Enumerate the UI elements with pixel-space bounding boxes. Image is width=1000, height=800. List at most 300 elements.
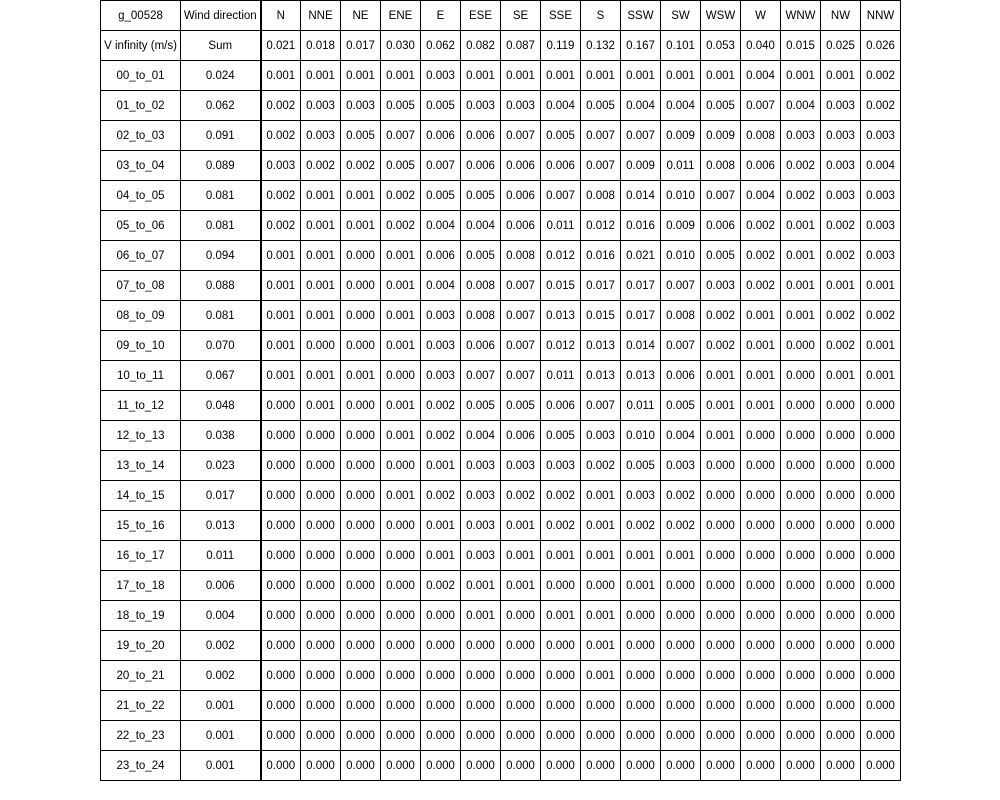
frequency-cell: 0.000: [701, 661, 741, 691]
frequency-cell: 0.001: [301, 301, 341, 331]
frequency-cell: 0.001: [581, 541, 621, 571]
frequency-cell: 0.001: [581, 61, 621, 91]
frequency-cell: 0.001: [621, 61, 661, 91]
frequency-cell: 0.000: [701, 481, 741, 511]
frequency-cell: 0.013: [581, 331, 621, 361]
frequency-cell: 0.001: [541, 541, 581, 571]
frequency-cell: 0.000: [381, 661, 421, 691]
frequency-cell: 0.006: [501, 421, 541, 451]
frequency-cell: 0.002: [661, 511, 701, 541]
frequency-cell: 0.002: [421, 571, 461, 601]
frequency-cell: 0.000: [741, 421, 781, 451]
frequency-cell: 0.013: [621, 361, 661, 391]
frequency-cell: 0.003: [861, 241, 901, 271]
frequency-cell: 0.007: [461, 361, 501, 391]
direction-header: NE: [341, 1, 381, 31]
speed-bin-label: 12_to_13: [101, 421, 181, 451]
direction-header: ESE: [461, 1, 501, 31]
frequency-cell: 0.000: [301, 571, 341, 601]
frequency-cell: 0.002: [741, 211, 781, 241]
row-sum: 0.062: [181, 91, 261, 121]
frequency-cell: 0.003: [621, 481, 661, 511]
frequency-cell: 0.003: [821, 151, 861, 181]
table-row: [101, 481, 901, 511]
frequency-cell: 0.005: [581, 91, 621, 121]
frequency-cell: 0.001: [781, 211, 821, 241]
frequency-cell: 0.000: [861, 571, 901, 601]
frequency-cell: 0.000: [781, 541, 821, 571]
frequency-cell: 0.004: [661, 91, 701, 121]
frequency-cell: 0.004: [741, 61, 781, 91]
frequency-cell: 0.000: [261, 451, 301, 481]
frequency-cell: 0.000: [741, 541, 781, 571]
frequency-cell: 0.000: [341, 631, 381, 661]
direction-header: SE: [501, 1, 541, 31]
row-sum: 0.002: [181, 631, 261, 661]
frequency-cell: 0.000: [661, 631, 701, 661]
frequency-cell: 0.005: [421, 91, 461, 121]
frequency-cell: 0.001: [301, 211, 341, 241]
frequency-cell: 0.010: [661, 241, 701, 271]
frequency-cell: 0.001: [781, 61, 821, 91]
frequency-cell: 0.017: [621, 271, 661, 301]
frequency-cell: 0.011: [541, 361, 581, 391]
speed-bin-label: 18_to_19: [101, 601, 181, 631]
sum-value: 0.025: [821, 31, 861, 61]
frequency-cell: 0.000: [741, 451, 781, 481]
frequency-cell: 0.001: [421, 541, 461, 571]
sum-value: 0.030: [381, 31, 421, 61]
frequency-cell: 0.002: [821, 331, 861, 361]
speed-bin-label: 05_to_06: [101, 211, 181, 241]
sum-value: 0.017: [341, 31, 381, 61]
frequency-cell: 0.001: [621, 571, 661, 601]
frequency-cell: 0.000: [261, 631, 301, 661]
frequency-cell: 0.001: [301, 391, 341, 421]
speed-bin-label: 16_to_17: [101, 541, 181, 571]
frequency-cell: 0.001: [701, 361, 741, 391]
frequency-cell: 0.003: [421, 331, 461, 361]
frequency-cell: 0.008: [461, 271, 501, 301]
frequency-cell: 0.017: [621, 301, 661, 331]
frequency-cell: 0.001: [781, 301, 821, 331]
frequency-cell: 0.001: [261, 61, 301, 91]
frequency-cell: 0.000: [541, 571, 581, 601]
frequency-cell: 0.004: [741, 181, 781, 211]
frequency-cell: 0.007: [581, 121, 621, 151]
frequency-cell: 0.004: [461, 211, 501, 241]
speed-bin-label: 07_to_08: [101, 271, 181, 301]
frequency-cell: 0.003: [261, 151, 301, 181]
frequency-cell: 0.000: [741, 631, 781, 661]
frequency-cell: 0.000: [701, 451, 741, 481]
frequency-cell: 0.001: [381, 271, 421, 301]
speed-bin-label: 03_to_04: [101, 151, 181, 181]
sum-value: 0.101: [661, 31, 701, 61]
frequency-cell: 0.001: [301, 271, 341, 301]
frequency-cell: 0.001: [781, 241, 821, 271]
frequency-cell: 0.000: [261, 511, 301, 541]
frequency-cell: 0.000: [301, 331, 341, 361]
sum-value: 0.018: [301, 31, 341, 61]
frequency-cell: 0.000: [541, 631, 581, 661]
frequency-cell: 0.001: [861, 361, 901, 391]
frequency-cell: 0.000: [781, 421, 821, 451]
speed-bin-label: 06_to_07: [101, 241, 181, 271]
table-row: [101, 661, 901, 691]
row-sum: 0.001: [181, 751, 261, 781]
table-row: [101, 151, 901, 181]
sum-value: 0.040: [741, 31, 781, 61]
frequency-cell: 0.000: [381, 541, 421, 571]
table-row: [101, 211, 901, 241]
frequency-cell: 0.002: [701, 301, 741, 331]
frequency-cell: 0.000: [341, 421, 381, 451]
frequency-cell: 0.000: [341, 511, 381, 541]
frequency-cell: 0.001: [821, 271, 861, 301]
table-row: [101, 421, 901, 451]
frequency-cell: 0.000: [461, 751, 501, 781]
frequency-cell: 0.000: [821, 421, 861, 451]
sum-row: [101, 31, 901, 61]
row-sum: 0.094: [181, 241, 261, 271]
frequency-cell: 0.001: [381, 301, 421, 331]
frequency-cell: 0.005: [461, 181, 501, 211]
frequency-cell: 0.000: [261, 601, 301, 631]
frequency-cell: 0.000: [861, 751, 901, 781]
frequency-cell: 0.000: [341, 331, 381, 361]
frequency-cell: 0.000: [621, 721, 661, 751]
direction-header: WSW: [701, 1, 741, 31]
frequency-cell: 0.007: [581, 151, 621, 181]
frequency-cell: 0.000: [261, 661, 301, 691]
frequency-cell: 0.000: [621, 631, 661, 661]
frequency-cell: 0.002: [341, 151, 381, 181]
frequency-cell: 0.003: [501, 451, 541, 481]
frequency-cell: 0.001: [461, 571, 501, 601]
frequency-cell: 0.005: [541, 421, 581, 451]
frequency-cell: 0.002: [381, 181, 421, 211]
frequency-cell: 0.000: [301, 661, 341, 691]
frequency-cell: 0.001: [461, 61, 501, 91]
frequency-cell: 0.013: [541, 301, 581, 331]
frequency-cell: 0.000: [301, 421, 341, 451]
direction-header: ENE: [381, 1, 421, 31]
frequency-cell: 0.021: [621, 241, 661, 271]
frequency-cell: 0.001: [701, 391, 741, 421]
frequency-cell: 0.003: [861, 181, 901, 211]
table-row: [101, 271, 901, 301]
wind-frequency-table: [100, 0, 901, 781]
frequency-cell: 0.009: [621, 151, 661, 181]
row-sum: 0.091: [181, 121, 261, 151]
frequency-cell: 0.000: [421, 691, 461, 721]
frequency-cell: 0.000: [781, 721, 821, 751]
row-sum: 0.011: [181, 541, 261, 571]
frequency-cell: 0.009: [661, 121, 701, 151]
frequency-cell: 0.000: [301, 631, 341, 661]
frequency-cell: 0.005: [461, 391, 501, 421]
speed-bin-label: 00_to_01: [101, 61, 181, 91]
frequency-cell: 0.000: [381, 361, 421, 391]
frequency-cell: 0.002: [541, 481, 581, 511]
frequency-cell: 0.000: [381, 601, 421, 631]
frequency-cell: 0.000: [621, 751, 661, 781]
frequency-cell: 0.000: [381, 511, 421, 541]
frequency-cell: 0.001: [581, 481, 621, 511]
frequency-cell: 0.001: [341, 61, 381, 91]
frequency-cell: 0.001: [861, 331, 901, 361]
frequency-cell: 0.000: [301, 691, 341, 721]
frequency-cell: 0.000: [861, 511, 901, 541]
speed-bin-label: 09_to_10: [101, 331, 181, 361]
frequency-cell: 0.000: [621, 661, 661, 691]
frequency-cell: 0.001: [341, 361, 381, 391]
frequency-cell: 0.000: [461, 721, 501, 751]
frequency-cell: 0.017: [581, 271, 621, 301]
frequency-cell: 0.001: [381, 241, 421, 271]
row-sum: 0.081: [181, 181, 261, 211]
frequency-cell: 0.001: [341, 211, 381, 241]
frequency-cell: 0.000: [701, 571, 741, 601]
frequency-cell: 0.000: [261, 391, 301, 421]
frequency-cell: 0.015: [541, 271, 581, 301]
frequency-cell: 0.012: [541, 241, 581, 271]
frequency-cell: 0.000: [741, 691, 781, 721]
frequency-cell: 0.001: [741, 391, 781, 421]
frequency-cell: 0.013: [581, 361, 621, 391]
direction-label: Wind direction: [181, 1, 261, 31]
sum-value: 0.053: [701, 31, 741, 61]
frequency-cell: 0.005: [461, 241, 501, 271]
direction-header: S: [581, 1, 621, 31]
frequency-cell: 0.000: [581, 691, 621, 721]
frequency-cell: 0.001: [421, 451, 461, 481]
frequency-cell: 0.000: [741, 511, 781, 541]
frequency-cell: 0.000: [341, 571, 381, 601]
frequency-cell: 0.001: [261, 301, 301, 331]
frequency-cell: 0.002: [581, 451, 621, 481]
frequency-cell: 0.000: [781, 331, 821, 361]
frequency-cell: 0.000: [781, 481, 821, 511]
frequency-cell: 0.000: [661, 601, 701, 631]
frequency-cell: 0.002: [301, 151, 341, 181]
frequency-cell: 0.001: [701, 61, 741, 91]
frequency-cell: 0.000: [501, 751, 541, 781]
speed-bin-label: 11_to_12: [101, 391, 181, 421]
frequency-cell: 0.001: [381, 391, 421, 421]
frequency-cell: 0.000: [661, 661, 701, 691]
frequency-cell: 0.000: [741, 601, 781, 631]
frequency-cell: 0.007: [661, 271, 701, 301]
frequency-cell: 0.000: [461, 631, 501, 661]
frequency-cell: 0.000: [821, 631, 861, 661]
frequency-cell: 0.004: [861, 151, 901, 181]
frequency-cell: 0.000: [301, 451, 341, 481]
frequency-cell: 0.000: [341, 301, 381, 331]
frequency-cell: 0.000: [861, 391, 901, 421]
speed-bin-label: 02_to_03: [101, 121, 181, 151]
frequency-cell: 0.000: [741, 571, 781, 601]
frequency-cell: 0.007: [421, 151, 461, 181]
frequency-cell: 0.006: [421, 121, 461, 151]
frequency-cell: 0.004: [621, 91, 661, 121]
frequency-cell: 0.003: [661, 451, 701, 481]
frequency-cell: 0.001: [541, 61, 581, 91]
frequency-cell: 0.001: [261, 361, 301, 391]
frequency-cell: 0.007: [501, 271, 541, 301]
frequency-cell: 0.005: [701, 241, 741, 271]
frequency-cell: 0.000: [261, 751, 301, 781]
frequency-cell: 0.000: [621, 601, 661, 631]
frequency-cell: 0.000: [501, 601, 541, 631]
frequency-cell: 0.000: [661, 751, 701, 781]
row-sum: 0.004: [181, 601, 261, 631]
frequency-cell: 0.000: [421, 661, 461, 691]
frequency-cell: 0.000: [421, 721, 461, 751]
frequency-cell: 0.000: [821, 481, 861, 511]
frequency-cell: 0.002: [261, 181, 301, 211]
frequency-cell: 0.000: [381, 691, 421, 721]
speed-bin-label: 23_to_24: [101, 751, 181, 781]
row-sum: 0.001: [181, 721, 261, 751]
frequency-cell: 0.001: [781, 271, 821, 301]
frequency-cell: 0.000: [861, 631, 901, 661]
frequency-cell: 0.003: [461, 511, 501, 541]
frequency-cell: 0.001: [741, 331, 781, 361]
frequency-cell: 0.000: [661, 691, 701, 721]
frequency-cell: 0.008: [661, 301, 701, 331]
frequency-cell: 0.001: [381, 61, 421, 91]
frequency-cell: 0.012: [581, 211, 621, 241]
frequency-cell: 0.001: [261, 271, 301, 301]
header-row: [101, 1, 901, 31]
frequency-cell: 0.000: [821, 571, 861, 601]
frequency-cell: 0.000: [421, 601, 461, 631]
sum-value: 0.015: [781, 31, 821, 61]
frequency-cell: 0.004: [661, 421, 701, 451]
corner-label: g_00528: [101, 1, 181, 31]
frequency-cell: 0.000: [301, 751, 341, 781]
frequency-cell: 0.000: [421, 751, 461, 781]
frequency-cell: 0.000: [341, 721, 381, 751]
frequency-cell: 0.002: [421, 391, 461, 421]
frequency-cell: 0.012: [541, 331, 581, 361]
frequency-cell: 0.003: [461, 451, 501, 481]
frequency-cell: 0.003: [541, 451, 581, 481]
frequency-cell: 0.000: [341, 601, 381, 631]
frequency-cell: 0.001: [461, 601, 501, 631]
sum-value: 0.167: [621, 31, 661, 61]
frequency-cell: 0.006: [501, 211, 541, 241]
frequency-cell: 0.000: [501, 691, 541, 721]
frequency-cell: 0.002: [861, 91, 901, 121]
frequency-cell: 0.000: [461, 661, 501, 691]
frequency-cell: 0.003: [301, 121, 341, 151]
frequency-cell: 0.000: [501, 661, 541, 691]
speed-bin-label: 13_to_14: [101, 451, 181, 481]
row-sum: 0.088: [181, 271, 261, 301]
frequency-cell: 0.000: [821, 691, 861, 721]
frequency-cell: 0.002: [781, 151, 821, 181]
frequency-cell: 0.000: [821, 721, 861, 751]
frequency-cell: 0.004: [461, 421, 501, 451]
frequency-cell: 0.003: [581, 421, 621, 451]
frequency-cell: 0.001: [661, 541, 701, 571]
frequency-cell: 0.003: [461, 541, 501, 571]
frequency-cell: 0.002: [261, 91, 301, 121]
frequency-cell: 0.000: [781, 661, 821, 691]
frequency-cell: 0.015: [581, 301, 621, 331]
frequency-cell: 0.003: [781, 121, 821, 151]
frequency-cell: 0.005: [381, 151, 421, 181]
sum-value: 0.119: [541, 31, 581, 61]
table-row: [101, 691, 901, 721]
frequency-cell: 0.000: [341, 241, 381, 271]
frequency-cell: 0.000: [301, 511, 341, 541]
frequency-cell: 0.000: [701, 631, 741, 661]
frequency-cell: 0.000: [701, 691, 741, 721]
frequency-cell: 0.000: [541, 751, 581, 781]
frequency-cell: 0.001: [541, 601, 581, 631]
frequency-cell: 0.000: [341, 391, 381, 421]
frequency-cell: 0.003: [421, 361, 461, 391]
frequency-cell: 0.001: [701, 421, 741, 451]
frequency-cell: 0.010: [661, 181, 701, 211]
frequency-cell: 0.006: [501, 181, 541, 211]
frequency-cell: 0.000: [701, 541, 741, 571]
frequency-cell: 0.006: [701, 211, 741, 241]
frequency-cell: 0.003: [821, 91, 861, 121]
frequency-cell: 0.009: [701, 121, 741, 151]
frequency-cell: 0.000: [861, 691, 901, 721]
sum-value: 0.021: [261, 31, 301, 61]
sum-value: 0.062: [421, 31, 461, 61]
sum-value: 0.087: [501, 31, 541, 61]
frequency-cell: 0.000: [781, 361, 821, 391]
frequency-cell: 0.000: [421, 631, 461, 661]
speed-bin-label: 17_to_18: [101, 571, 181, 601]
frequency-cell: 0.000: [581, 571, 621, 601]
frequency-cell: 0.000: [701, 721, 741, 751]
frequency-cell: 0.007: [501, 361, 541, 391]
direction-header: E: [421, 1, 461, 31]
row-sum: 0.081: [181, 211, 261, 241]
frequency-cell: 0.011: [541, 211, 581, 241]
frequency-cell: 0.007: [741, 91, 781, 121]
frequency-cell: 0.000: [581, 751, 621, 781]
frequency-cell: 0.006: [461, 121, 501, 151]
frequency-cell: 0.000: [861, 661, 901, 691]
frequency-cell: 0.003: [461, 481, 501, 511]
frequency-cell: 0.001: [661, 61, 701, 91]
frequency-cell: 0.002: [741, 241, 781, 271]
frequency-cell: 0.008: [741, 121, 781, 151]
direction-header: SSE: [541, 1, 581, 31]
frequency-cell: 0.000: [261, 691, 301, 721]
speed-bin-label: 15_to_16: [101, 511, 181, 541]
frequency-cell: 0.007: [701, 181, 741, 211]
frequency-cell: 0.000: [381, 451, 421, 481]
frequency-cell: 0.001: [861, 271, 901, 301]
row-sum: 0.017: [181, 481, 261, 511]
frequency-cell: 0.001: [821, 361, 861, 391]
frequency-cell: 0.006: [461, 331, 501, 361]
frequency-cell: 0.001: [261, 331, 301, 361]
frequency-cell: 0.006: [541, 391, 581, 421]
frequency-cell: 0.000: [621, 691, 661, 721]
table-row: [101, 301, 901, 331]
